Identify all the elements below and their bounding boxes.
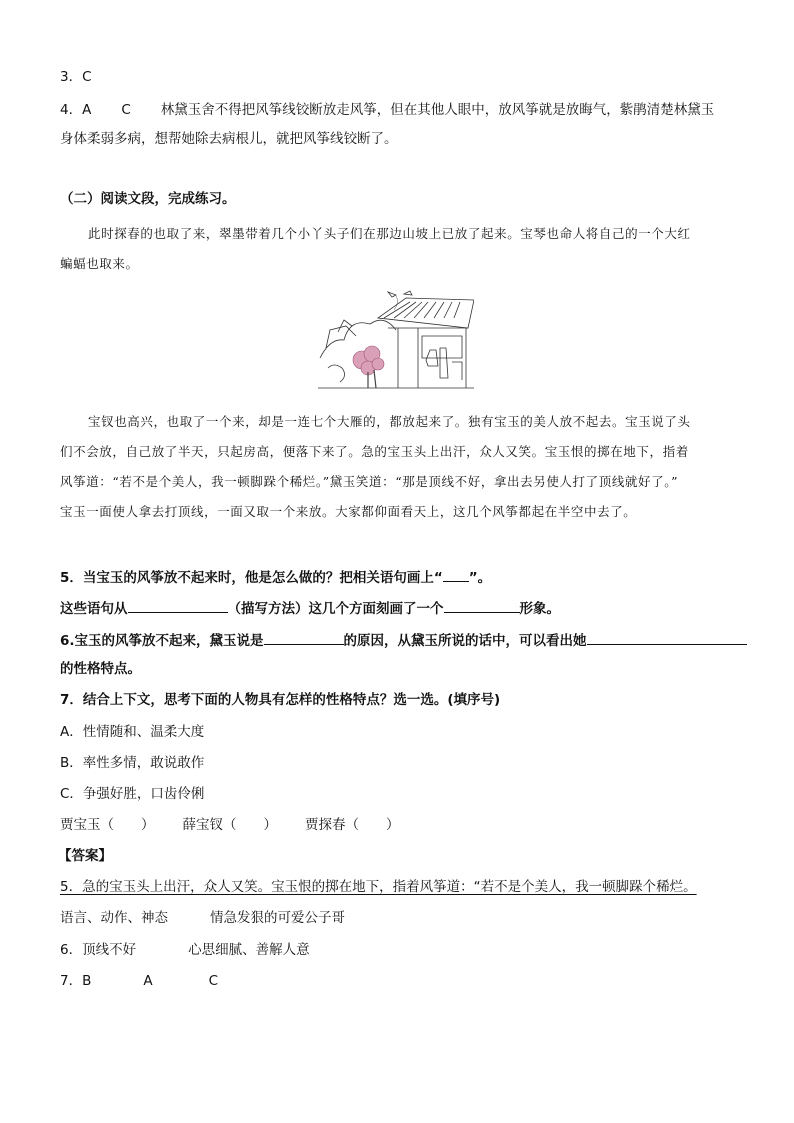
answer-6-reason: 6．顶线不好 (60, 942, 137, 958)
answer-6 (60, 941, 310, 959)
answer-5-methods: 语言、动作、神态 (60, 910, 168, 926)
answer-4-line2: 身体柔弱多病，想帮她除去病根儿，就把风筝线铰断了。 (60, 131, 398, 147)
kite-flying-illustration (318, 288, 474, 394)
question-5b-text: 这些语句从 (60, 601, 128, 617)
blank-description-method[interactable] (128, 598, 228, 613)
question-6-line1 (60, 630, 747, 650)
person-fill-row (60, 816, 400, 834)
answer-7-b: 7．B (60, 973, 92, 989)
blank-image[interactable] (444, 598, 520, 613)
blank-trait[interactable] (587, 630, 747, 645)
question-5-text: 5．当宝玉的风筝放不起来时，他是怎么做的？把相关语句画上“ (60, 570, 443, 586)
passage2-line1: 宝钗也高兴，也取了一个来，却是一连七个大雁的，都放起来了。独有宝玉的美人放不起去。宝玉说了头 (88, 414, 691, 429)
answer-5-image: 情急发狠的可爱公子哥 (210, 910, 345, 926)
answer-header: 【答案】 (58, 848, 112, 864)
answer-5-line2 (60, 909, 345, 927)
fill-xue-baochai[interactable]: 薛宝钗（ ） (182, 817, 277, 833)
question-5-text-end: ”。 (468, 570, 492, 586)
passage1-line2: 蝙蝠也取来。 (60, 256, 139, 271)
answer-4-number: 4．A (60, 102, 92, 118)
fill-jia-baoyu[interactable]: 贾宝玉（ ） (60, 817, 155, 833)
question-5-line1 (60, 567, 491, 587)
option-a: A．性情随和、温柔大度 (60, 724, 205, 740)
answer-7 (60, 972, 218, 990)
question-6-text: 6.宝玉的风筝放不起来，黛玉说是 (60, 633, 264, 649)
question-5-line2 (60, 598, 560, 618)
passage2-line2: 们不会放，自己放了半天，只起房高，便落下来了。急的宝玉头上出汗，众人又笑。宝玉恨的掷在地下，指着 (60, 444, 689, 459)
answer-6-trait: 心思细腻、善解人意 (188, 942, 310, 958)
answer-4-text: 林黛玉舍不得把风筝线铰断放走风筝，但在其他人眼中，放风筝就是放晦气，紫鹃清楚林黛玉 (160, 102, 715, 118)
option-b: B．率性多情，敢说敢作 (60, 755, 205, 771)
passage2-line3: 风筝道：“若不是个美人，我一顿脚跺个稀烂。”黛玉笑道：“那是顶线不好，拿出去另使人打了顶线就好了。” (60, 474, 679, 489)
section-title: （二）阅读文段，完成练习。 (60, 191, 236, 207)
answer-4-choice-c: C (121, 102, 131, 118)
answer-7-c: C (208, 973, 219, 989)
answer-4-line1 (60, 101, 714, 119)
blank-reason[interactable] (264, 630, 344, 645)
question-6-line2: 的性格特点。 (60, 661, 141, 677)
answer-3: 3．C (60, 69, 92, 85)
option-c: C．争强好胜，口齿伶俐 (60, 786, 205, 802)
fill-jia-tanchun[interactable]: 贾探春（ ） (305, 817, 400, 833)
passage1-line1: 此时探春的也取了来，翠墨带着几个小丫头子们在那边山坡上已放了起来。宝琴也命人将自己的一个大红 (88, 226, 691, 241)
question-6-text-mid: 的原因，从黛玉所说的话中，可以看出她 (343, 633, 587, 649)
answer-7-a: A (143, 973, 153, 989)
question-5b-text-mid: （描写方法）这几个方面刻画了一个 (227, 601, 444, 617)
question-7: 7．结合上下文，思考下面的人物具有怎样的性格特点？选一选。(填序号) (60, 692, 501, 708)
answer-5-line1: 5．急的宝玉头上出汗，众人又笑。宝玉恨的掷在地下，指着风筝道：“若不是个美人，我一顿脚跺个稀烂。 (60, 879, 697, 895)
passage2-line4: 宝玉一面使人拿去打顶线，一面又取一个来放。大家都仰面看天上，这几个风筝都起在半空中去了。 (60, 504, 637, 519)
underline-marker (443, 567, 469, 582)
question-5b-text-end: 形象。 (519, 601, 560, 617)
